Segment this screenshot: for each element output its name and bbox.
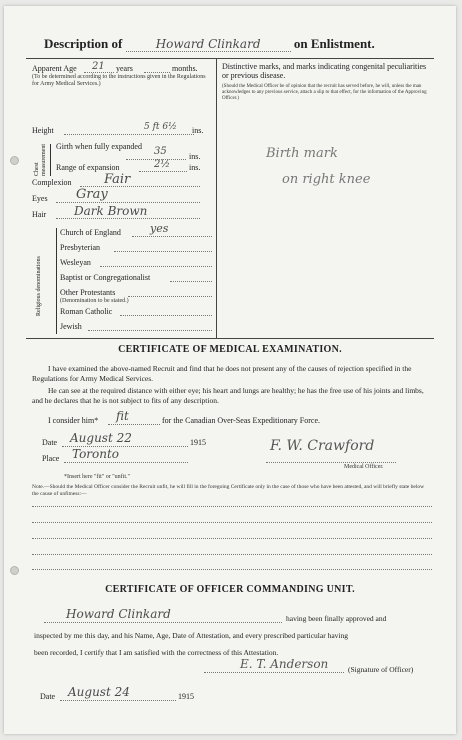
chest-label: Chest measurement	[34, 144, 47, 176]
months-label: months.	[172, 64, 198, 73]
note-line	[32, 522, 432, 523]
marks-line-1: Birth mark	[266, 146, 338, 161]
medical-para-1: I have examined the above-named Recruit and find that he does not present any of the causes of rejection specified in the Regulations for Army Medical Services.	[32, 364, 412, 383]
religion-presbyterian: Presbyterian	[60, 243, 100, 252]
range-label: Range of expansion	[56, 163, 120, 172]
religion-baptist: Baptist or Congregationalist	[60, 273, 151, 282]
height-label: Height	[32, 126, 54, 135]
officer-line-2: inspected by me this day, and his Name, Age, Date of Attestation, and every prescribed particular having	[34, 631, 349, 640]
height-unit: ins.	[192, 126, 204, 135]
unfit-note: Note.—Should the Medical Officer consider the Recruit unfit, he will fill in the foregoing Certificate only in the case of those who have been attested, and will briefly state below the cause of unfitness:—	[32, 484, 425, 497]
apparent-age-label: Apparent Age	[32, 64, 77, 73]
frame-divider	[216, 58, 217, 338]
page-title	[44, 36, 375, 52]
note-line	[32, 569, 432, 570]
height-value: 5 ft 6½	[144, 122, 177, 132]
attestation-page	[4, 6, 456, 734]
note-line	[32, 506, 432, 507]
officer-heading: CERTIFICATE OF OFFICER COMMANDING UNIT.	[105, 584, 355, 595]
fit-footnote: *Insert here "fit" or "unfit."	[64, 474, 130, 480]
medical-officer-signature: F. W. Crawford	[270, 438, 375, 454]
eyes-value: Gray	[76, 187, 108, 202]
range-unit: ins.	[189, 163, 201, 172]
range-value: 2½	[154, 159, 171, 170]
complexion-value: Fair	[104, 172, 131, 187]
religion-wesleyan: Wesleyan	[60, 258, 91, 267]
officer-recruit-name: Howard Clinkard	[66, 607, 171, 621]
marks-line-2: on right knee	[282, 172, 371, 187]
marks-note: (Should the Medical Officer be of opinion that the recruit has served before, he will, unless the man acknowledges to any previous service, attach a slip to that effect, for the information of the Approving Officer.)	[222, 84, 427, 101]
religion-roman-catholic: Roman Catholic	[60, 307, 113, 316]
religion-label: Religious denominations	[36, 256, 42, 316]
officer-date-value: August 24	[68, 685, 130, 699]
hair-value: Dark Brown	[74, 204, 148, 218]
apparent-age-value: 21	[92, 61, 105, 72]
medical-para-2: He can see at the required distance with either eye; his heart and lungs are healthy; he has the free use of his joints and limbs, and he declares that he is not subject to fits of any description.	[32, 386, 424, 405]
consider-label: I consider him*	[48, 416, 99, 425]
recruit-name: Howard Clinkard	[126, 37, 291, 52]
frame-top	[26, 58, 434, 59]
officer-signature: E. T. Anderson	[240, 657, 329, 671]
religion-other-note: (Denomination to be stated.)	[60, 298, 129, 304]
medical-heading: CERTIFICATE OF MEDICAL EXAMINATION.	[118, 344, 342, 355]
note-line	[32, 538, 432, 539]
years-label: years	[116, 64, 133, 73]
eyes-label: Eyes	[32, 194, 48, 203]
officer-year: 1915	[178, 692, 194, 701]
note-line	[32, 554, 432, 555]
medical-year: 1915	[190, 438, 206, 447]
frame-bottom	[26, 338, 434, 339]
officer-line-3: been recorded, I certify that I am satisfied with the correctness of this Attestation.	[34, 648, 279, 657]
complexion-label: Complexion	[32, 178, 72, 187]
medical-date-value: August 22	[70, 431, 132, 445]
girth-value: 35	[154, 146, 167, 157]
girth-unit: ins.	[189, 152, 201, 161]
officer-line-1-suffix: having been finally approved and	[286, 614, 387, 623]
title-prefix: Description of	[44, 36, 123, 51]
religion-church-of-england: Church of England	[60, 228, 121, 237]
place-label: Place	[42, 454, 60, 463]
religion-jewish: Jewish	[60, 322, 82, 331]
medical-officer-label: Medical Officer.	[344, 464, 384, 470]
marks-heading: Distinctive marks, and marks indicating congenital peculiarities or previous disease.	[222, 62, 427, 80]
medical-date-label: Date	[42, 438, 58, 447]
consider-suffix: for the Canadian Over-Seas Expeditionary Force.	[162, 416, 321, 425]
religion-other: Other Protestants	[60, 288, 116, 297]
place-value: Toronto	[72, 447, 120, 461]
religion-mark: yes	[150, 222, 169, 235]
girth-label: Girth when fully expanded	[56, 142, 142, 151]
age-note: (To be determined according to the instructions given in the Regulations for Army Medical Services.)	[32, 74, 206, 87]
punch-hole	[10, 566, 19, 575]
officer-signature-label: (Signature of Officer)	[348, 665, 414, 674]
consider-value: fit	[116, 409, 129, 423]
punch-hole	[10, 156, 19, 165]
officer-date-label: Date	[40, 692, 56, 701]
hair-label: Hair	[32, 210, 47, 219]
title-suffix: on Enlistment.	[293, 36, 375, 51]
